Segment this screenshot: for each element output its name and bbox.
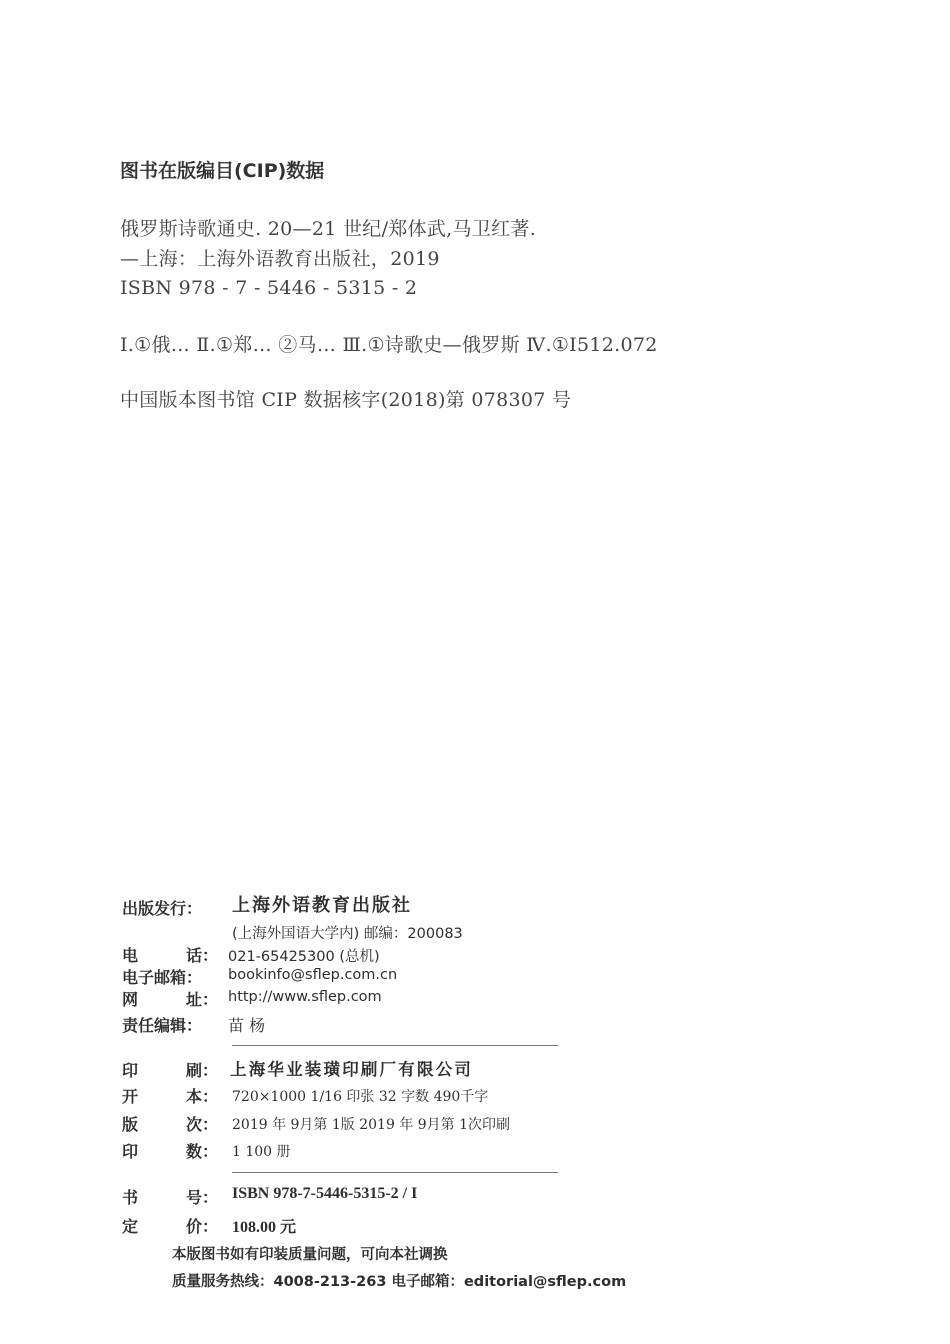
- phone-label: 电 话：: [122, 946, 218, 965]
- edition-label: 版 次：: [122, 1115, 218, 1134]
- edition-value: 2019 年 9月第 1版 2019 年 9月第 1次印刷: [232, 1117, 511, 1133]
- publisher-name: 上海外语教育出版社: [232, 895, 412, 916]
- editor-label: 责任编辑：: [122, 1016, 203, 1035]
- email-value: bookinfo@sflep.com.cn: [228, 967, 398, 983]
- divider-1: [232, 1045, 558, 1046]
- format-label: 开 本：: [122, 1087, 218, 1106]
- copies-value: 1 100 册: [232, 1144, 291, 1160]
- editor-value: 苗 杨: [228, 1016, 266, 1035]
- email-label: 电子邮箱：: [122, 968, 203, 987]
- divider-2: [232, 1172, 558, 1173]
- website-label: 网 址：: [122, 990, 218, 1009]
- service-hotline: 质量服务热线：4008-213-263 电子邮箱：editorial@sflep.com: [172, 1274, 627, 1290]
- website-value: http://www.sflep.com: [228, 989, 382, 1005]
- book-number-label: 书 号：: [122, 1188, 218, 1207]
- book-number-value: ISBN 978-7-5446-5315-2 / I: [232, 1185, 418, 1202]
- format-value: 720×1000 1/16 印张 32 字数 490千字: [232, 1089, 489, 1105]
- publisher-address: (上海外国语大学内) 邮编：200083: [232, 926, 463, 942]
- phone-value: 021-65425300 (总机): [228, 949, 380, 965]
- cip-verify-line: 中国版本图书馆 CIP 数据核字(2018)第 078307 号: [120, 389, 572, 411]
- copies-label: 印 数：: [122, 1142, 218, 1161]
- printer-label: 印 刷：: [122, 1061, 218, 1080]
- cip-heading: 图书在版编目(CIP)数据: [120, 160, 325, 182]
- price-value: 108.00 元: [232, 1219, 297, 1236]
- price-label: 定 价：: [122, 1217, 218, 1236]
- quality-notice: 本版图书如有印装质量问题，可向本社调换: [172, 1247, 448, 1263]
- publisher-label: 出版发行：: [122, 899, 203, 918]
- cip-publisher-line: —上海：上海外语教育出版社，2019: [120, 248, 440, 270]
- cip-subject-line: Ⅰ.①俄… Ⅱ.①郑… ②马… Ⅲ.①诗歌史—俄罗斯 Ⅳ.①I512.072: [120, 334, 658, 356]
- cip-isbn-line: ISBN 978 - 7 - 5446 - 5315 - 2: [120, 277, 418, 299]
- cip-title-line: 俄罗斯诗歌通史. 20—21 世纪/郑体武,马卫红著.: [120, 218, 537, 240]
- printer-value: 上海华业装璜印刷厂有限公司: [230, 1060, 474, 1079]
